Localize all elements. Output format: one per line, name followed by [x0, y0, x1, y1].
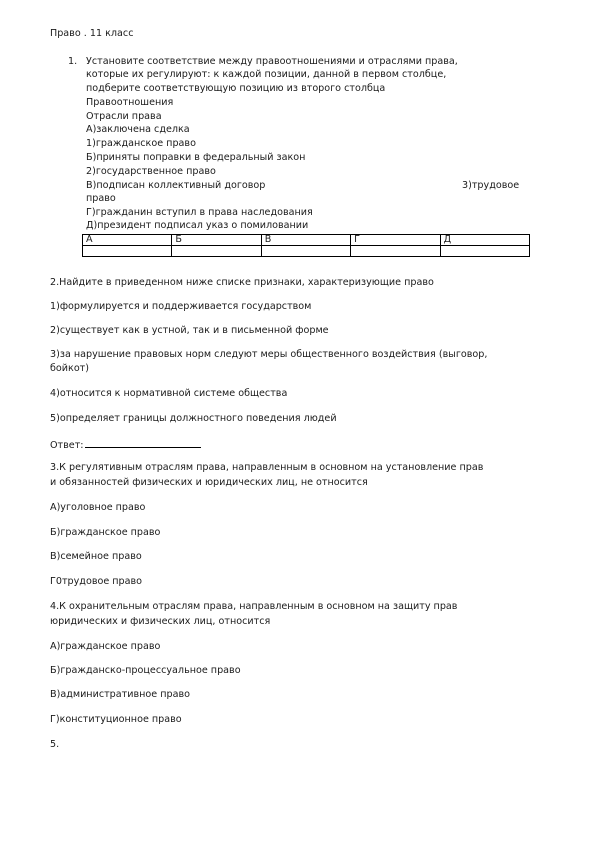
q4-title-cont: юридических и физических лиц, относится — [50, 616, 271, 627]
q4-option-g: Г)конституционное право — [50, 714, 182, 725]
page-header: Право . 11 класс — [50, 28, 134, 39]
q1-number: 1. — [68, 56, 78, 67]
q5-number: 5. — [50, 739, 60, 750]
q1-item-g: Г)гражданин вступил в права наследования — [86, 207, 313, 218]
q1-answer-table — [82, 234, 530, 257]
q1-item-b: Б)приняты поправки в федеральный закон — [86, 152, 306, 163]
q1-heading-relations: Правоотношения — [86, 97, 174, 108]
answer-cell-b[interactable] — [172, 246, 261, 257]
answer-cell-a[interactable] — [83, 246, 172, 257]
q1-branch-1: 1)гражданское право — [86, 138, 196, 149]
q2-answer-label: Ответ: — [50, 440, 84, 451]
answer-col-v: В — [261, 235, 350, 246]
q3-option-b: Б)гражданское право — [50, 527, 161, 538]
q2-option-2: 2)существует как в устной, так и в письменной форме — [50, 325, 329, 336]
answer-cell-v[interactable] — [261, 246, 350, 257]
answer-table-header-row — [83, 235, 530, 246]
q1-line: Установите соответствие между правоотношениями и отраслями права, — [86, 56, 458, 67]
q1-line: подберите соответствующую позицию из второго столбца — [86, 83, 386, 94]
q2-answer-field[interactable] — [85, 437, 201, 448]
q4-option-b: Б)гражданско-процессуальное право — [50, 665, 241, 676]
q2-answer-line — [50, 437, 201, 452]
q1-branch-2: 2)государственное право — [86, 166, 216, 177]
q2-option-1: 1)формулируется и поддерживается государством — [50, 301, 312, 312]
q2-option-5: 5)определяет границы должностного поведения людей — [50, 413, 337, 424]
answer-table-input-row — [83, 246, 530, 257]
q3-option-a: А)уголовное право — [50, 502, 146, 513]
answer-cell-d[interactable] — [440, 246, 529, 257]
q4-option-a: А)гражданское право — [50, 641, 161, 652]
answer-col-g: Г — [351, 235, 440, 246]
q1-branch-3-cont: право — [86, 193, 116, 204]
q1-item-a: А)заключена сделка — [86, 124, 190, 135]
q2-option-3-cont: бойкот) — [50, 363, 90, 374]
q2-option-3: 3)за нарушение правовых норм следуют меры общественного воздействия (выговор, — [50, 349, 488, 360]
q1-item-v: В)подписан коллективный договор — [86, 180, 266, 191]
answer-col-d: Д — [440, 235, 529, 246]
q4-title: 4.К охранительным отраслям права, направленным в основном на защиту прав — [50, 601, 458, 612]
q2-option-4: 4)относится к нормативной системе общества — [50, 388, 288, 399]
q3-title-cont: и обязанностей физических и юридических лиц, не относится — [50, 477, 368, 488]
q2-title: 2.Найдите в приведенном ниже списке признаки, характеризующие право — [50, 277, 434, 288]
q1-branch-3: 3)трудовое — [462, 180, 520, 191]
answer-col-a: А — [83, 235, 172, 246]
q1-item-d: Д)президент подписал указ о помиловании — [86, 220, 309, 231]
answer-cell-g[interactable] — [351, 246, 440, 257]
q3-option-g: Г0трудовое право — [50, 576, 143, 587]
q3-title: 3.К регулятивным отраслям права, направленным в основном на установление прав — [50, 462, 484, 473]
answer-col-b: Б — [172, 235, 261, 246]
q4-option-v: В)административное право — [50, 689, 190, 700]
q3-option-v: В)семейное право — [50, 551, 142, 562]
q1-heading-branches: Отрасли права — [86, 111, 162, 122]
q1-line: которые их регулируют: к каждой позиции, данной в первом столбце, — [86, 69, 447, 80]
